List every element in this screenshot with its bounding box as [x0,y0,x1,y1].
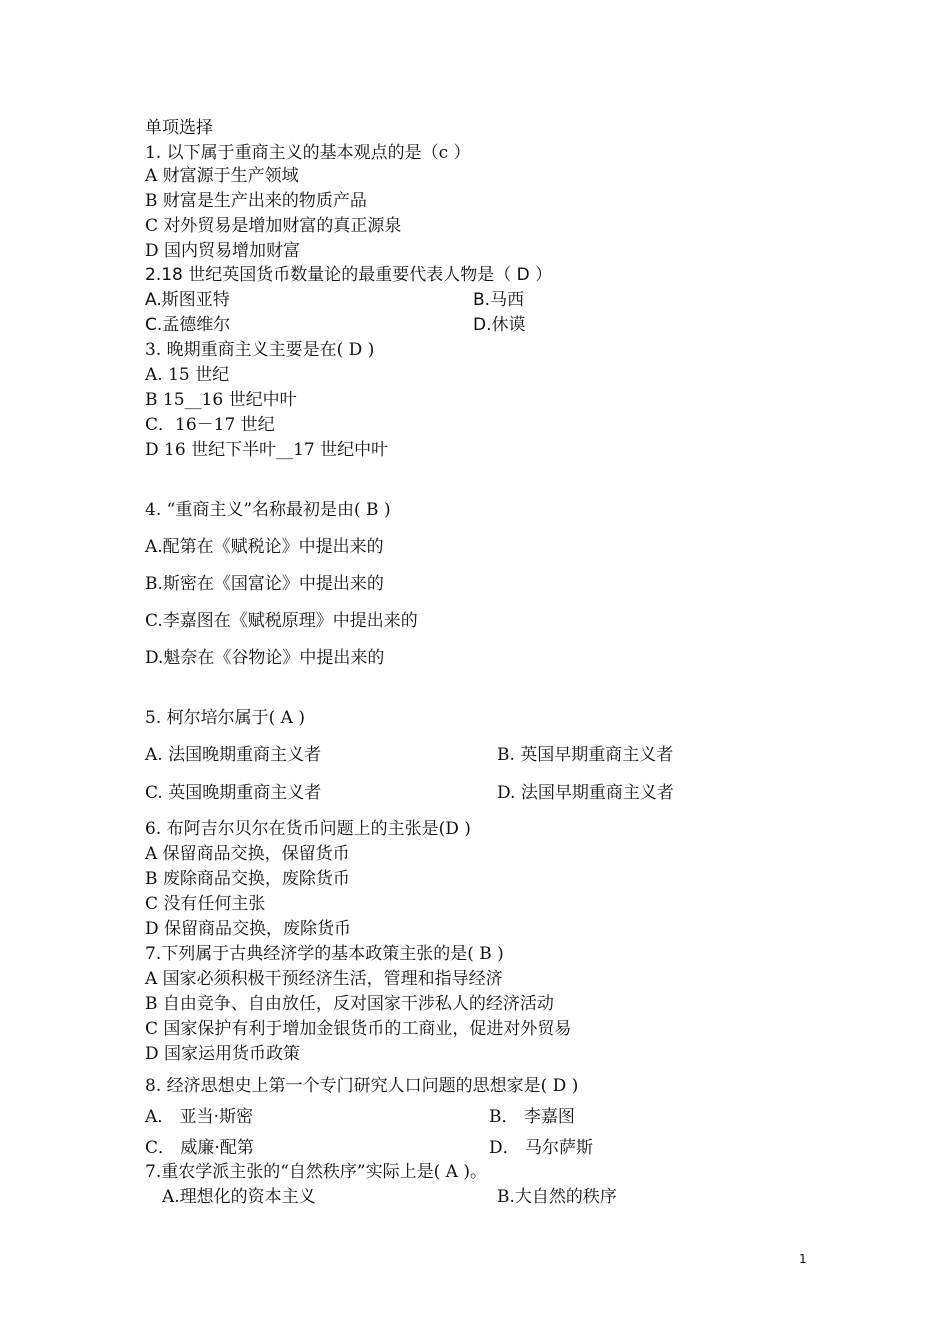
question-2-stem: 2.18 世纪英国货币数量论的最重要代表人物是（ D ） [145,265,553,285]
question-5-option-b: B. 英国早期重商主义者 [497,745,674,765]
question-2-option-a: A.斯图亚特 [145,290,230,310]
question-3-stem: 3. 晚期重商主义主要是在( D ) [145,340,375,360]
question-2-option-c: C.孟德维尔 [145,315,231,335]
question-5-option-c: C. 英国晚期重商主义者 [145,783,322,803]
question-9-option-a: A.理想化的资本主义 [162,1187,316,1207]
question-1-option-d: D 国内贸易增加财富 [145,241,301,261]
question-4-option-a: A.配第在《赋税论》中提出来的 [145,537,384,557]
question-9-stem: 7.重农学派主张的“自然秩序”实际上是( A )。 [145,1162,487,1182]
question-6-option-d: D 保留商品交换，废除货币 [145,919,352,939]
question-2-option-d: D.休谟 [473,315,526,335]
question-6-option-a: A 保留商品交换，保留货币 [145,844,350,864]
question-5-option-d: D. 法国早期重商主义者 [497,783,674,803]
page-number: 1 [799,1252,807,1266]
question-6-stem: 6. 布阿吉尔贝尔在货币问题上的主张是(D ) [145,819,471,839]
question-1-option-b: B 财富是生产出来的物质产品 [145,191,367,211]
question-8-option-a: A． 亚当·斯密 [145,1107,254,1127]
question-7-option-a: A 国家必须积极干预经济生活，管理和指导经济 [145,969,503,989]
question-2-option-b: B.马西 [473,290,525,310]
question-3-option-b: B 15__16 世纪中叶 [145,390,297,410]
question-8-stem: 8. 经济思想史上第一个专门研究人口问题的思想家是( D ) [145,1076,579,1096]
question-4-stem: 4. “重商主义”名称最初是由( B ) [145,500,391,520]
question-1-option-a: A 财富源于生产领域 [145,166,299,186]
question-6-option-b: B 废除商品交换，废除货币 [145,869,350,889]
question-4-option-d: D.魁奈在《谷物论》中提出来的 [145,648,385,668]
question-8-option-d: D． 马尔萨斯 [489,1138,594,1158]
question-7-option-b: B 自由竞争、自由放任，反对国家干涉私人的经济活动 [145,994,554,1014]
question-9-option-b: B.大自然的秩序 [497,1187,617,1207]
question-4-option-b: B.斯密在《国富论》中提出来的 [145,574,384,594]
question-4-option-c: C.李嘉图在《赋税原理》中提出来的 [145,611,418,631]
question-8-option-c: C． 威廉·配第 [145,1138,254,1158]
question-7-stem: 7.下列属于古典经济学的基本政策主张的是( B ) [145,944,504,964]
question-1-option-c: C 对外贸易是增加财富的真正源泉 [145,216,402,236]
question-7-option-c: C 国家保护有利于增加金银货币的工商业，促进对外贸易 [145,1019,572,1039]
question-8-option-b: B． 李嘉图 [489,1107,575,1127]
question-5-option-a: A. 法国晚期重商主义者 [145,745,322,765]
section-title: 单项选择 [145,118,213,138]
question-5-stem: 5. 柯尔培尔属于( A ) [145,708,305,728]
question-3-option-c: C．16－17 世纪 [145,415,275,435]
question-7-option-d: D 国家运用货币政策 [145,1044,301,1064]
question-3-option-a: A. 15 世纪 [145,365,230,385]
question-6-option-c: C 没有任何主张 [145,894,266,914]
question-3-option-d: D 16 世纪下半叶__17 世纪中叶 [145,440,389,460]
question-1-stem: 1. 以下属于重商主义的基本观点的是（c ） [145,143,471,163]
